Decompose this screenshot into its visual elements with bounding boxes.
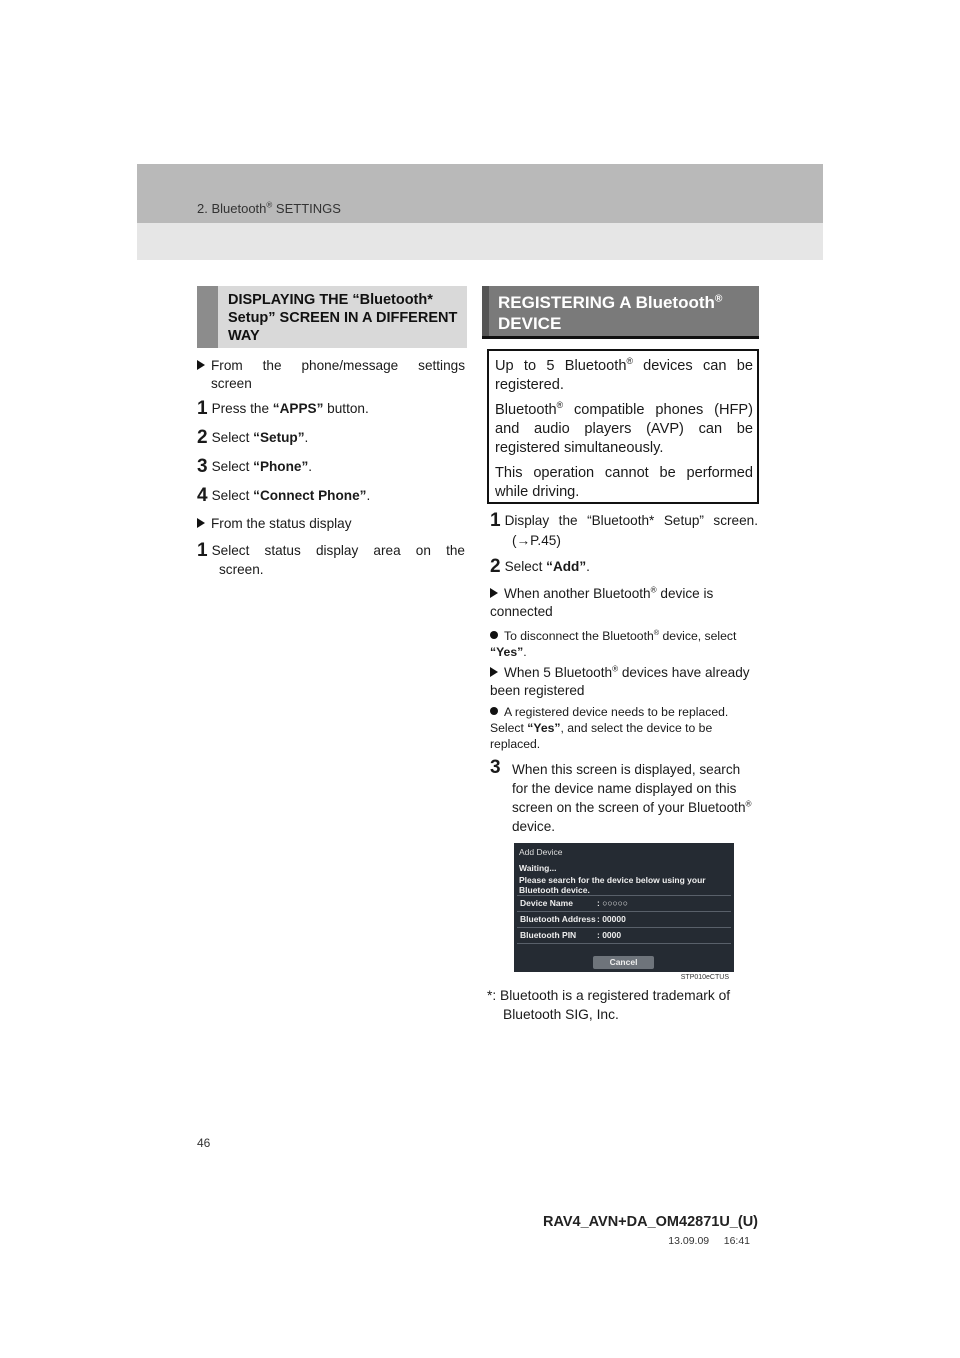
method-phone-settings-cont: screen: [211, 376, 252, 391]
row-divider: [517, 911, 731, 912]
cond-five-registered: When 5 Bluetooth® devices have already been registered: [490, 664, 750, 698]
screen-waiting: Waiting...: [519, 863, 557, 873]
heading-bar: [197, 286, 218, 348]
image-code: STP010eCTUS: [680, 974, 729, 981]
row-divider: [517, 943, 731, 944]
heading-bar: [482, 286, 489, 336]
step-1: 1 Press the “APPS” button.: [197, 398, 369, 419]
triangle-bullet-icon: [197, 518, 205, 528]
add-device-screenshot: [514, 843, 734, 981]
note-p3: This operation cannot be performed while driving.: [495, 465, 753, 500]
cancel-button[interactable]: Cancel: [593, 956, 654, 969]
page-number: 46: [197, 1136, 211, 1150]
triangle-bullet-icon: [490, 667, 498, 677]
note-box: [487, 349, 759, 504]
row-divider: [517, 927, 731, 928]
screen-instruction: Please search for the device below using your Bluetooth device.: [519, 875, 706, 895]
row-device-name-value: : ○○○○○: [597, 898, 628, 908]
left-heading-box: [197, 286, 467, 348]
r-step-1-ref: (→P.45): [512, 533, 561, 548]
r-step-3: 3 When this screen is displayed, search for the device name displayed on this screen on the screen of your Bluetooth® device.: [490, 757, 752, 834]
document-code: RAV4_AVN+DA_OM42871U_(U): [542, 1214, 758, 1230]
bullet-replace: A registered device needs to be replaced. Select “Yes”, and select the device to be replaced.: [490, 705, 729, 751]
header-top: [137, 164, 823, 223]
print-timestamp: 13.09.09 16:41: [668, 1235, 750, 1247]
triangle-bullet-icon: [490, 588, 498, 598]
right-heading-box: [482, 286, 759, 339]
dot-bullet-icon: [490, 707, 498, 715]
triangle-bullet-icon: [197, 360, 205, 370]
screen-title: Add Device: [519, 847, 563, 857]
row-address-value: : 00000: [597, 914, 626, 924]
step-4: 4 Select “Connect Phone”.: [197, 485, 371, 506]
r-step-1: 1 Display the “Bluetooth* Setup” screen.: [490, 510, 758, 531]
r-step-2: 2 Select “Add”.: [490, 556, 590, 577]
dot-bullet-icon: [490, 631, 498, 639]
header-band: [137, 164, 823, 260]
row-pin-label: Bluetooth PIN: [520, 930, 577, 940]
right-heading: REGISTERING A Bluetooth® DEVICE: [498, 293, 723, 333]
cond-another-connected: When another Bluetooth® device is connected: [490, 585, 714, 619]
note-p1: Up to 5 Bluetooth® devices can be registered.: [495, 356, 753, 393]
footnote: *: Bluetooth is a registered trademark of Bluetooth SIG, Inc.: [487, 988, 731, 1022]
method-status-display: From the status display: [197, 515, 465, 533]
row-pin-value: : 0000: [597, 930, 622, 940]
row-divider: [517, 895, 731, 896]
step-2: 2 Select “Setup”.: [197, 427, 309, 448]
row-address-label: Bluetooth Address: [520, 914, 596, 924]
step-b1-cont: screen.: [219, 562, 264, 577]
method-phone-settings: From the phone/message settings: [197, 357, 465, 375]
step-b1: 1 Select status display area on the: [197, 540, 465, 561]
section-title: 2. Bluetooth® SETTINGS: [197, 200, 341, 216]
row-device-name-label: Device Name: [520, 898, 573, 908]
note-p2: Bluetooth® compatible phones (HFP) and audio players (AVP) can be registered simultaneously.: [495, 400, 753, 456]
bullet-disconnect: To disconnect the Bluetooth® device, select “Yes”.: [490, 627, 737, 659]
step-3: 3 Select “Phone”.: [197, 456, 313, 477]
left-heading: DISPLAYING THE “Bluetooth* Setup” SCREEN IN A DIFFERENT WAY: [228, 292, 458, 344]
